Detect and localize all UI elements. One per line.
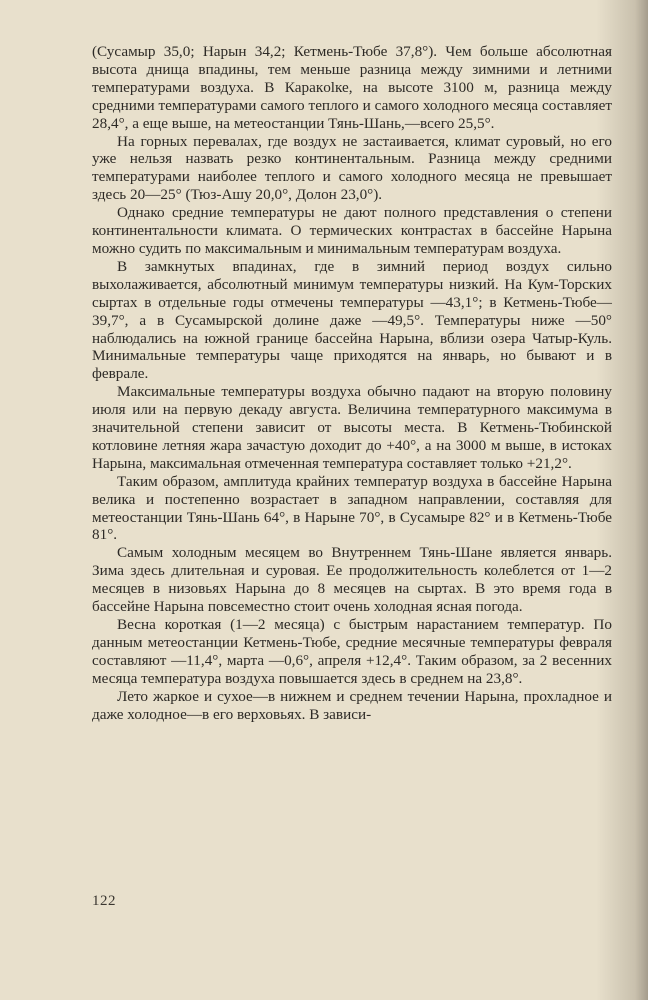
paragraph: Однако средние температуры не дают полного представления о степени континентальности климата. О термических контрастах в бассейне Нарына можно судить по максимальным и минимальным температурам воздуха. bbox=[92, 204, 612, 257]
paragraph: На горных перевалах, где воздух не застаивается, климат суровый, но его уже нельзя назвать резко континентальным. Разница между средними температурами наиболее теплого и самого холодного месяца не превышает здесь 20—25° (Тюз-Ашу 20,0°, Долон 23,0°). bbox=[92, 132, 612, 204]
paragraph: Максимальные температуры воздуха обычно падают на вторую половину июля или на первую декаду августа. Величина температурного максимума в значительной степени зависит от высоты места. В Кетмень-Тюбинской котловине летняя жара зачастую доходит до +40°, а на 3000 м выше, в истоках Нарына, максимальная отмеченная температура составляет только +21,2°. bbox=[92, 383, 612, 472]
paragraph: Таким образом, амплитуда крайних температур воздуха в бассейне Нарына велика и постепенно возрастает в западном направлении, составляя для метеостанции Тянь-Шань 64°, в Нарыне 70°, в Сусамыре 82° и в Кетмень-Тюбе 81°. bbox=[92, 472, 612, 544]
paragraph: Лето жаркое и сухое—в нижнем и среднем течении Нарына, прохладное и даже холодное—в его верховьях. В зависи- bbox=[92, 687, 612, 723]
paragraph: (Сусамыр 35,0; Нарын 34,2; Кетмень-Тюбе 37,8°). Чем больше абсолютная высота днища впадины, тем меньше разница между зимними и летними температурами воздуха. В Каракolке, на высоте 3100 м, разница между средними температурами самого теплого и самого холодного месяца составляет 28,4°, а еще выше, на метеостанции Тянь-Шань,—всего 25,5°. bbox=[92, 43, 612, 132]
page-number: 122 bbox=[92, 893, 116, 909]
paragraph: В замкнутых впадинах, где в зимний период воздух сильно выхолаживается, абсолютный минимум температуры низкий. На Кум-Торских сыртах в отдельные годы отмечены температуры —43,1°; в Кетмень-Тюбе—39,7°, а в Сусамырской долине даже —49,5°. Температуры ниже —50° наблюдались на южной границе бассейна Нарына, вблизи озера Чатыр-Куль. Минимальные температуры чаще приходятся на январь, но бывают и в феврале. bbox=[92, 257, 612, 383]
paragraph: Весна короткая (1—2 месяца) с быстрым нарастанием температур. По данным метеостанции Кетмень-Тюбе, средние месячные температуры февраля составляют —11,4°, марта —0,6°, апреля +12,4°. Таким образом, за 2 весенних месяца температура воздуха повышается здесь в среднем на 23,8°. bbox=[92, 616, 612, 687]
body-text bbox=[92, 43, 612, 723]
paragraph: Самым холодным месяцем во Внутреннем Тянь-Шане является январь. Зима здесь длительная и суровая. Ее продолжительность колеблется от 1—2 месяцев в низовьях Нарына до 8 месяцев на сыртах. В это время года в бассейне Нарына повсеместно стоит очень холодная ясная погода. bbox=[92, 544, 612, 616]
